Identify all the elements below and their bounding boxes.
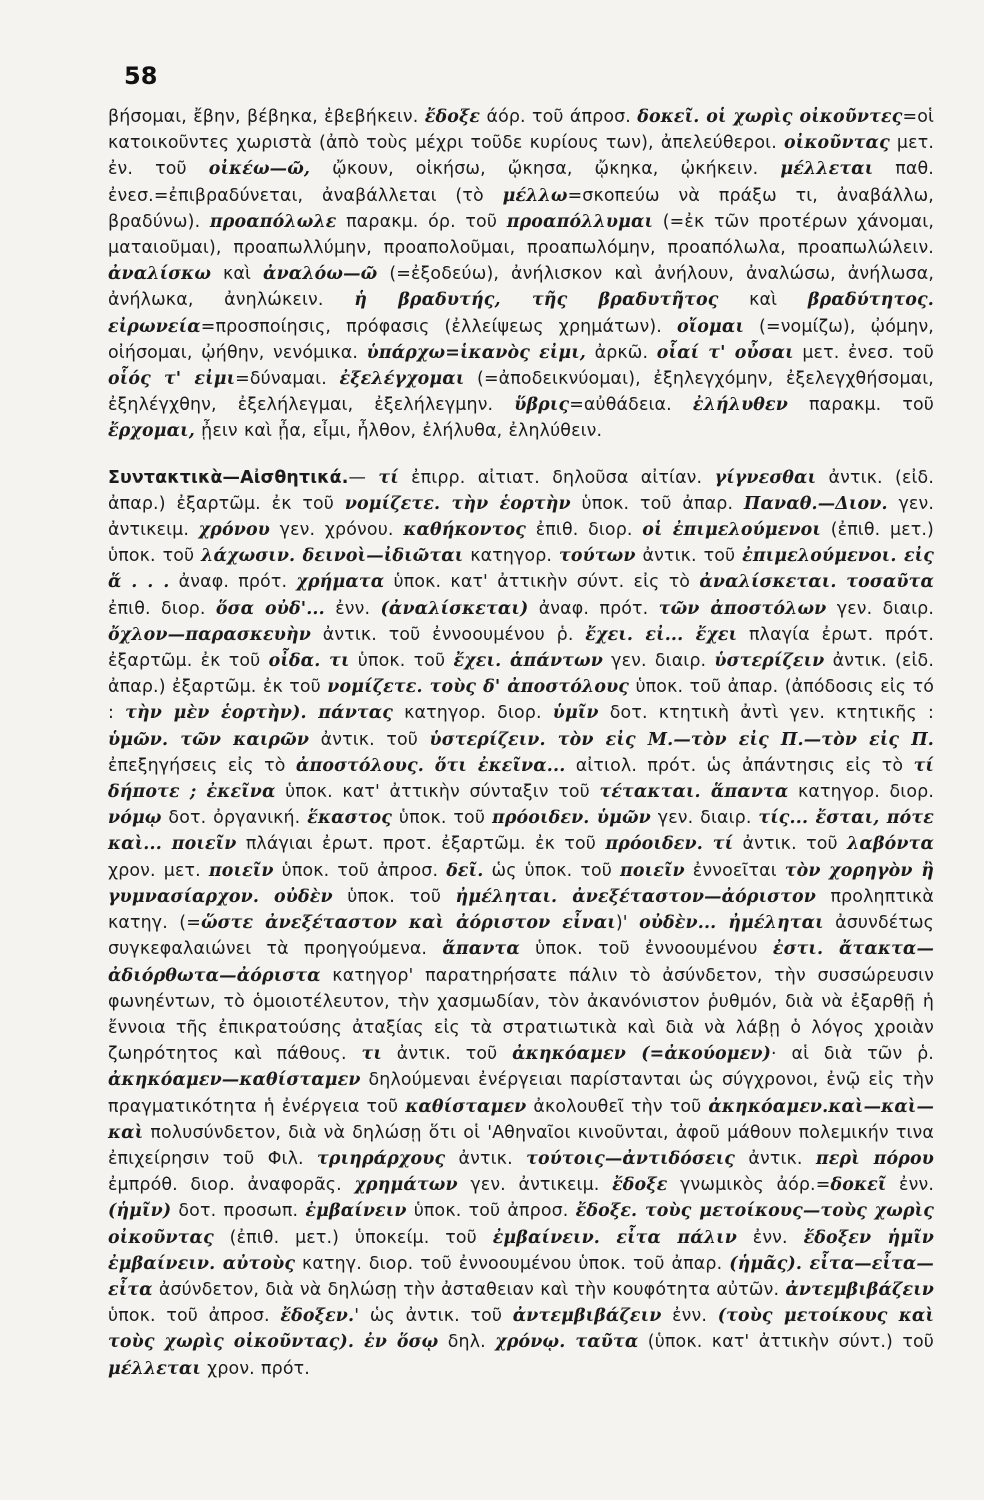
greek-term: ὑστερίζειν. τὸν εἰς Μ.—τὸν εἰς Π.—τὸν εἰς Π.	[429, 729, 934, 750]
greek-term: ἡ βραδυτής, τῆς βραδυτῆτος	[354, 290, 719, 311]
greek-term: ὥστε ἀνεξέταστον καὶ ἀόριστον εἶναι	[200, 913, 616, 934]
text-run: ὑποκ. τοῦ ἀπαρ.	[570, 493, 744, 514]
greek-term: ἐστι. ἄτακτα—ἀδιόρθωτα—ἀόριστα	[108, 939, 934, 986]
text-run: ἀκολουθεῖ τὴν τοῦ	[526, 1096, 709, 1117]
text-run: γεν. χρόνου.	[269, 520, 404, 541]
text-run: (=ἐξοδεύω), ἀνήλισκον καὶ ἀνήλουν, ἀναλώσω, ἀνήλωσα, ἀνήλωκα, ἀνηλώκειν.	[108, 264, 935, 311]
greek-term: ἐπιμελούμενοι. εἰς ἅ . . .	[108, 546, 934, 593]
greek-term: τι	[361, 1044, 382, 1065]
text-run: =προσποίησις, πρόφασις (ἐλλείψεως χρημάτων).	[200, 316, 677, 337]
text-run: ὑποκ. τοῦ	[349, 651, 454, 672]
text-column	[108, 104, 934, 1382]
greek-term: χρόνῳ. ταῦτα	[495, 1332, 639, 1353]
text-run: ὑποκ. τοῦ ἐννοουμένου	[519, 939, 773, 960]
text-run: κατηγ. διορ. τοῦ ἐννοουμένου ὑποκ. τοῦ ἀπαρ.	[295, 1253, 730, 1274]
text-run: γεν. διαιρ.	[650, 808, 759, 829]
greek-term: οἰκοῦντας	[784, 133, 890, 154]
greek-term: ἀποστόλους. ὅτι ἐκεῖνα...	[295, 755, 566, 776]
text-run: γνωμικὸς ἀόρ.=	[667, 1175, 831, 1196]
section-heading: Συντακτικὰ—Αἰσθητικά.	[108, 467, 349, 488]
text-run: κατηγορ' παρατηρήσατε πάλιν τὸ ἀσύνδετον, τὴν συσσώρευσιν φωνηέντων, τὸ ὁμοιοτέλευτον, τὴν χασμωδίαν, τὸν ἀκανόνιστον ῥυθμόν, διὰ νὰ ἐξαρθῇ ἡ ἔννοια τῆς ἐπικρατούσης ἀταξίας εἰς τὰ στρατιωτικὰ καὶ διὰ νὰ λάβῃ ὁ λόγος χροιὰν ζωηρότητος καὶ πάθους.	[108, 965, 934, 1065]
greek-term: ἔδοξε	[424, 107, 481, 127]
text-run: κατηγορ. διορ.	[788, 782, 934, 803]
text-run: παρακμ. όρ. τοῦ	[336, 211, 507, 232]
text-run: άόρ. τοῦ άπροσ.	[480, 107, 638, 127]
text-run: κατηγορ.	[463, 546, 560, 567]
greek-term: ὅσα οὐδ'...	[215, 598, 325, 619]
greek-term: δεῖ.	[446, 860, 484, 881]
text-run: ὑποκ. κατ' ἀττικὴν σύνταξιν τοῦ	[275, 782, 600, 803]
greek-term: οὐδὲν... ἠμέληται	[639, 913, 824, 934]
text-run: γεν. διαιρ.	[826, 598, 934, 619]
greek-term: ἐξελέγχομαι	[339, 369, 465, 390]
greek-term: ὕβρις	[514, 395, 570, 416]
text-run: ὑποκ. τοῦ ἀπροσ.	[406, 1201, 576, 1222]
greek-term: δοκεῖ. οἱ χωρὶς οἰκοῦντες	[637, 107, 903, 127]
greek-term: ἔχει. εἰ... ἔχει	[585, 624, 738, 645]
page-number: 58	[124, 62, 158, 90]
text-run: ἀσυνδέτως συγκεφαλαιώνει τὰ προηγούμενα.	[108, 913, 935, 960]
greek-term: χρόνου	[198, 520, 270, 541]
greek-term: (ἡμῖν)	[108, 1201, 172, 1222]
text-run: ὑποκ. τοῦ ἀπαρ. (ἀπόδοσις εἰς τό :	[108, 677, 934, 724]
greek-term: ἀκηκόαμεν.καὶ—καὶ—καὶ	[108, 1096, 934, 1143]
text-run: ἐπεξηγήσεις εἰς τὸ	[108, 755, 296, 776]
text-run: =οἱ κατοικοῦντες χωριστὰ (ἀπὸ τοὺς μέχρι τοῦδε κυρίους των), ἀπελεύθεροι.	[108, 107, 935, 154]
text-run: ὡς ὑποκ. τοῦ	[483, 860, 621, 881]
greek-term: λαβόντα	[847, 834, 934, 855]
greek-term: ἀναλίσκεται. τοσαῦτα	[699, 572, 935, 593]
text-run: ἀσύνδετον, διὰ νὰ δηλώσῃ τὴν ἀσταθειαν καὶ τὴν κουφότητα αὐτῶν.	[152, 1279, 786, 1300]
greek-term: ὑμῖν	[552, 703, 599, 724]
paragraph-vocabulary	[108, 104, 934, 445]
greek-term: μέλλω	[502, 185, 568, 206]
greek-term: ἐλήλυθεν	[692, 395, 788, 416]
greek-term: μέλλεται	[780, 159, 874, 180]
greek-term: ἔδοξε	[612, 1175, 668, 1196]
text-run: ἐμπρόθ. διορ. ἀναφορᾶς.	[108, 1175, 355, 1196]
text-run: ἀντικ. (εἰδ. ἀπαρ.) ἐξαρτῶμ. ἐκ τοῦ	[108, 651, 934, 698]
greek-term: ἔχει. ἁπάντων	[453, 651, 603, 672]
text-run: (ὑποκ. κατ' ἀττικὴν σύντ.) τοῦ	[638, 1332, 935, 1353]
text-run: παρακμ. τοῦ	[787, 395, 934, 416]
text-run: δοτ. κτητικὴ ἀντὶ γεν. κτητικῆς :	[598, 703, 934, 724]
paragraph-syntax-aesthetics	[108, 465, 934, 1382]
greek-term: τίς... ἔσται, πότε καὶ... ποιεῖν	[108, 808, 934, 855]
text-run: · αἱ διὰ τῶν ῥ.	[770, 1044, 934, 1065]
text-run: δηλούμεναι ἐνέργειαι παρίστανται ὡς σύγχρονοι, ἐνῷ εἰς τὴν πραγματικότητα ἡ ἐνέργεια τοῦ	[108, 1070, 934, 1117]
text-run: ἐπιρρ. αἰτιατ. δηλοῦσα αἰτίαν.	[398, 467, 715, 488]
text-run: ἐπιθ. διορ.	[526, 520, 643, 541]
greek-term: χρήματα	[296, 572, 385, 593]
text-run: ἐνν.	[324, 598, 381, 619]
text-run: ἀντικ. τοῦ	[635, 546, 743, 567]
greek-term: ἀναλόω—ῶ	[263, 264, 378, 285]
greek-term: ἐμβαίνειν. εἶτα πάλιν	[492, 1227, 737, 1248]
text-run: ἀντικ. τοῦ	[309, 729, 430, 750]
text-run: ὑποκ. τοῦ ἀπροσ.	[108, 1306, 281, 1327]
greek-term: οἷός τ' εἰμι	[108, 369, 236, 390]
text-run: ἀντικ.	[735, 1148, 816, 1169]
greek-term: δοκεῖ	[830, 1175, 887, 1196]
greek-term: ἔδοξε. τοὺς μετοίκους—τοὺς χωρὶς οἰκοῦντας	[108, 1201, 934, 1248]
text-run: καὶ	[718, 290, 808, 311]
greek-term: τέτακται. ἅπαντα	[599, 782, 789, 803]
text-run: μετ. ἐν. τοῦ	[108, 133, 934, 180]
text-run: =σκοπεύω νὰ πράξω τι, ἀναβάλλω, βραδύνω).	[108, 185, 934, 232]
text-run: ἀναφ. πρότ.	[169, 572, 297, 593]
greek-term: οἴομαι	[676, 316, 745, 337]
greek-term: (τοὺς μετοίκους καὶ τοὺς χωρὶς οἰκοῦντας). ἐν ὅσῳ	[108, 1306, 935, 1353]
greek-term: ὑστερίζειν	[714, 651, 825, 672]
greek-term: καθίσταμεν	[405, 1096, 527, 1117]
greek-term: ἕκαστος	[307, 808, 392, 829]
text-run: χρον. πρότ.	[200, 1358, 310, 1379]
text-run: ἀναφ. πρότ.	[528, 598, 659, 619]
text-run: ᾤκουν, οἰκήσω, ᾤκησα, ᾤκηκα, ᾠκήκειν.	[310, 159, 781, 180]
greek-term: ποιεῖν	[620, 860, 685, 881]
greek-term: ὑπάρχω=ἱκανὸς εἰμι,	[366, 342, 587, 363]
text-run: αἰτιολ. πρότ. ὡς ἀπάντησις εἰς τὸ	[565, 755, 914, 776]
text-run: ἀντικ. τοῦ ἐννοουμένου ῥ.	[310, 624, 586, 645]
greek-term: τούτοις—ἀντιδόσεις	[526, 1148, 736, 1169]
text-run: ἐνν.	[886, 1175, 935, 1196]
greek-term: βραδύτητος. εἰρωνεία	[108, 290, 934, 337]
text-run: δηλ.	[438, 1332, 496, 1353]
text-run: ὑποκ. τοῦ	[332, 886, 456, 907]
greek-term: ἔδοξεν ἡμῖν ἐμβαίνειν. αὐτοὺς	[108, 1227, 934, 1274]
greek-term: προαπόλωλε	[209, 211, 337, 232]
greek-term: οἷαί τ' οὖσαι	[656, 342, 794, 363]
text-run: γεν. ἀντικειμ.	[457, 1175, 613, 1196]
greek-term: ἀκηκόαμεν (=ἀκούομεν)	[512, 1044, 771, 1065]
greek-term: ἔδοξεν.	[280, 1306, 355, 1327]
text-run: ἀρκῶ.	[586, 342, 657, 363]
text-run: ἐπιθ. διορ.	[108, 598, 216, 619]
greek-term: λάχωσιν. δεινοὶ—ἰδιῶται	[201, 546, 464, 567]
text-run: =δύναμαι.	[235, 369, 340, 390]
text-run: (ἐπιθ. μετ.) ὑποκ. τοῦ	[108, 520, 934, 567]
text-run: γεν. διαιρ.	[602, 651, 715, 672]
greek-term: οἱ ἐπιμελούμενοι	[642, 520, 822, 541]
text-run: χρον. μετ.	[108, 860, 209, 881]
text-run: γεν. ἀντικειμ.	[108, 493, 934, 541]
text-run: καὶ	[211, 264, 264, 285]
greek-term: ὑμῶν. τῶν καιρῶν	[108, 729, 310, 750]
greek-term: νόμῳ	[108, 808, 162, 829]
text-run: πολυσύνδετον, διὰ νὰ δηλώσῃ ὅτι οἱ 'Αθηναῖοι κινοῦνται, ἀφοῦ μάθουν πολεμικήν τινα ἐπιχείρησιν τοῦ Φιλ.	[108, 1122, 934, 1169]
greek-term: πρόοιδεν. τί	[605, 834, 734, 855]
text-run: (=ἐκ τῶν προτέρων χάνομαι, ματαιοῦμαι), προαπωλλύμην, προαπολοῦμαι, προαπωλόμην, προαπόλωλα, προαπωλώλειν.	[108, 211, 935, 259]
text-run: ἀντικ. τοῦ	[381, 1044, 513, 1065]
greek-term: τὸν χορηγὸν ἢ γυμνασίαρχον. οὐδὲν	[108, 860, 934, 907]
greek-term: ἀκηκόαμεν—καθίσταμεν	[108, 1070, 361, 1091]
text-run: προληπτικὰ κατηγ. (=	[108, 886, 934, 934]
text-run: ἀντικ.	[445, 1148, 527, 1169]
greek-term: προαπόλλυμαι	[506, 211, 654, 232]
text-run: ἀντικ. τοῦ	[733, 834, 848, 855]
greek-term: γίγνεσθαι	[714, 467, 817, 488]
greek-term: ποιεῖν	[208, 860, 274, 881]
text-run: ' ὡς ἀντικ. τοῦ	[354, 1306, 513, 1327]
greek-term: νομίζετε. τὴν ἑορτὴν	[344, 493, 571, 514]
greek-term: Παναθ.—Διον.	[743, 493, 888, 514]
greek-term: ἀναλίσκω	[108, 264, 212, 285]
greek-term: τὴν μὲν ἑορτὴν). πάντας	[125, 703, 394, 724]
text-run: κατηγορ. διορ.	[393, 703, 553, 724]
text-run: (ἐπιθ. μετ.) ὑποκείμ. τοῦ	[213, 1227, 493, 1248]
text-run: παθ. ἐνεσ.=ἐπιβραδύνεται, ἀναβάλλεται (τὸ	[108, 159, 934, 206]
text-run: ὑποκ. κατ' ἀττικὴν σύντ. εἰς τὸ	[384, 572, 700, 593]
greek-term: ὄχλον—παρασκευὴν	[108, 624, 311, 645]
text-run: ᾖειν καὶ ᾖα, εἶμι, ἦλθον, ἐλήλυθα, ἐληλύθειν.	[194, 421, 603, 442]
greek-term: ἐμβαίνειν	[305, 1201, 407, 1222]
greek-term: περὶ πόρου	[815, 1148, 934, 1169]
greek-term: τριηράρχους	[317, 1148, 446, 1169]
text-run: —	[348, 467, 379, 488]
text-run: μετ. ἐνεσ. τοῦ	[793, 342, 934, 363]
greek-term: τί	[378, 467, 399, 488]
text-run: δοτ. ὀργανική.	[161, 808, 308, 829]
text-run: ἐννοεῖται	[684, 860, 785, 881]
greek-term: τῶν ἀποστόλων	[658, 598, 827, 619]
text-run: )'	[615, 913, 640, 934]
text-run: δοτ. προσωπ.	[171, 1201, 306, 1222]
greek-term: καθήκοντος	[403, 520, 527, 541]
greek-term: πρόοιδεν. ὑμῶν	[491, 808, 651, 829]
text-run: ἀντικ. (εἰδ. ἀπαρ.) ἐξαρτῶμ. ἐκ τοῦ	[108, 467, 935, 514]
greek-term: ἀντεμβιβάζειν	[785, 1279, 934, 1300]
greek-term: ἠμέληται. ἀνεξέταστον—ἀόριστον	[455, 886, 816, 907]
greek-term: (ἡμᾶς). εἶτα—εἶτα—εἶτα	[108, 1253, 934, 1300]
text-run: ἐνν.	[736, 1227, 804, 1248]
text-run: ὑποκ. τοῦ ἀπροσ.	[273, 860, 447, 881]
greek-term: χρημάτων	[354, 1175, 458, 1196]
greek-term: μέλλεται	[108, 1358, 201, 1379]
text-run: πλαγία ἐρωτ. πρότ. ἐξαρτῶμ. ἐκ τοῦ	[108, 624, 935, 672]
greek-term: ἅπαντα	[442, 939, 520, 960]
greek-term: τί δήποτε ; ἐκεῖνα	[108, 755, 934, 803]
text-run: (=νομίζω), ᾠόμην, οἰήσομαι, ᾠήθην, νενόμικα.	[108, 316, 934, 363]
text-run: =αὐθάδεια.	[569, 395, 693, 416]
text-run: πλάγιαι ἐρωτ. προτ. ἐξαρτῶμ. ἐκ τοῦ	[236, 834, 606, 855]
greek-term: οἶδα. τι	[268, 651, 350, 672]
greek-term: ἀντεμβιβάζειν	[512, 1306, 662, 1327]
greek-term: ἔρχομαι,	[108, 421, 195, 442]
greek-term: τούτων	[559, 546, 636, 567]
greek-term: οἰκέω—ῶ,	[208, 159, 311, 180]
text-run: (=ἀποδεικνύομαι), ἐξηλεγχόμην, ἐξελεγχθήσομαι, ἐξηλέγχθην, ἐξελήλεγμαι, ἐξελήλεγμην.	[108, 369, 934, 416]
text-run: ὑποκ. τοῦ	[392, 808, 492, 829]
text-run: ἐνν.	[661, 1306, 718, 1327]
text-run: βήσομαι, ἔβην, βέβηκα, ἐβεβήκειν.	[108, 107, 425, 127]
greek-term: (ἀναλίσκεται)	[380, 598, 529, 619]
greek-term: νομίζετε. τοὺς δ' ἀποστόλους	[327, 677, 630, 698]
